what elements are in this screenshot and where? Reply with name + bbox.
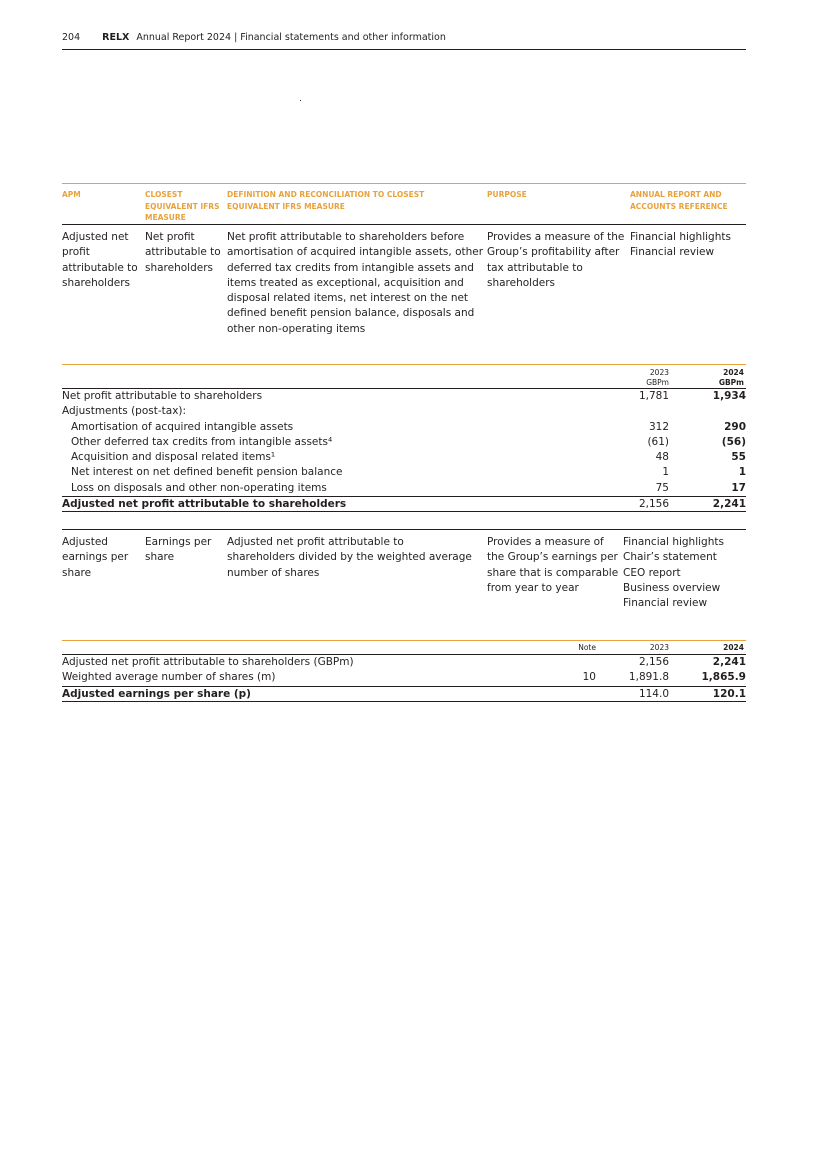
apm-references (630, 230, 746, 261)
table-row: Other deferred tax credits from intangible assets⁴ (61) (56) (71, 435, 746, 448)
table-row: Adjustments (post-tax): (62, 405, 187, 418)
apm-table-top (62, 183, 746, 365)
reference-item: CEO report (623, 566, 681, 579)
apm-row-adjusted-eps (62, 530, 746, 625)
apm-column-headers (62, 184, 746, 225)
col-purpose-header: PURPOSE (487, 190, 527, 199)
col-2024-header: 2024 (723, 643, 744, 652)
reference-item: Business overview (623, 581, 721, 594)
apm-ifrs: Net profit attributable to shareholders (145, 231, 221, 274)
apm-references (623, 535, 746, 611)
brand-name: RELX (102, 32, 130, 43)
page-header (62, 32, 746, 50)
col-apm-header: APM (62, 190, 81, 199)
table-row: Net profit attributable to shareholders 1,781 1,934 (62, 390, 746, 402)
apm-row-adjusted-net-profit (62, 225, 746, 365)
apm-table-bottom (62, 529, 746, 625)
reference-item: Financial review (623, 597, 708, 610)
reference-item: Financial highlights (630, 231, 731, 243)
col-2023-header: 2023 GBPm (646, 368, 669, 387)
table-total-row: Adjusted earnings per share (p) 114.0 120.1 (62, 687, 746, 700)
col-definition-header: DEFINITION AND RECONCILIATION TO CLOSEST EQUIVALENT IFRS MEASURE (227, 190, 425, 211)
table-row: Amortisation of acquired intangible assets 312 290 (71, 420, 746, 433)
table-header-row (62, 365, 746, 389)
reference-item: Financial highlights (623, 536, 724, 548)
apm-definition: Net profit attributable to shareholders before amortisation of acquired intangible assets, other deferred tax credits from intangible assets and items treated as exceptional, acquisition and disposal related items, net interest on the net defined benefit pension balance, disposals and other non-operating items (227, 231, 484, 335)
table-row: Weighted average number of shares (m) 10 1,891.8 1,865.9 (62, 671, 746, 684)
apm-name: Adjusted earnings per share (62, 536, 129, 579)
table-total-row: Adjusted net profit attributable to shareholders 2,156 2,241 (62, 498, 746, 511)
apm-purpose: Provides a measure of the Group’s profitability after tax attributable to shareholders (487, 231, 625, 289)
table-row: Acquisition and disposal related items¹ 48 55 (71, 451, 746, 464)
col-ifrs-header: CLOSEST EQUIVALENT IFRS MEASURE (145, 190, 220, 222)
reference-item: Financial review (630, 246, 715, 259)
col-note-header: Note (578, 643, 596, 652)
apm-definition: Adjusted net profit attributable to shareholders divided by the weighted average number of shares (227, 536, 472, 579)
table-row: Net interest on net defined benefit pension balance 1 1 (71, 466, 746, 479)
col-2024-header: 2024 GBPm (718, 368, 744, 387)
table-header-row (62, 641, 746, 655)
stray-dot (300, 100, 301, 101)
net-profit-table (62, 364, 746, 512)
col-reference-header: ANNUAL REPORT AND ACCOUNTS REFERENCE (630, 190, 728, 211)
report-title: Annual Report 2024 | Financial statements and other information (136, 32, 446, 43)
reference-item: Chair’s statement (623, 551, 717, 564)
page-number: 204 (62, 32, 81, 43)
apm-name: Adjusted net profit attributable to shareholders (62, 231, 138, 289)
apm-purpose: Provides a measure of the Group’s earnings per share that is comparable from year to year (487, 536, 619, 594)
table-row: Loss on disposals and other non-operating items 75 17 (71, 481, 746, 494)
col-2023-header: 2023 (649, 643, 669, 652)
eps-table (62, 640, 746, 702)
apm-ifrs: Earnings per share (145, 536, 212, 564)
table-row: Adjusted net profit attributable to shareholders (GBPm) 2,156 2,241 (62, 656, 746, 668)
